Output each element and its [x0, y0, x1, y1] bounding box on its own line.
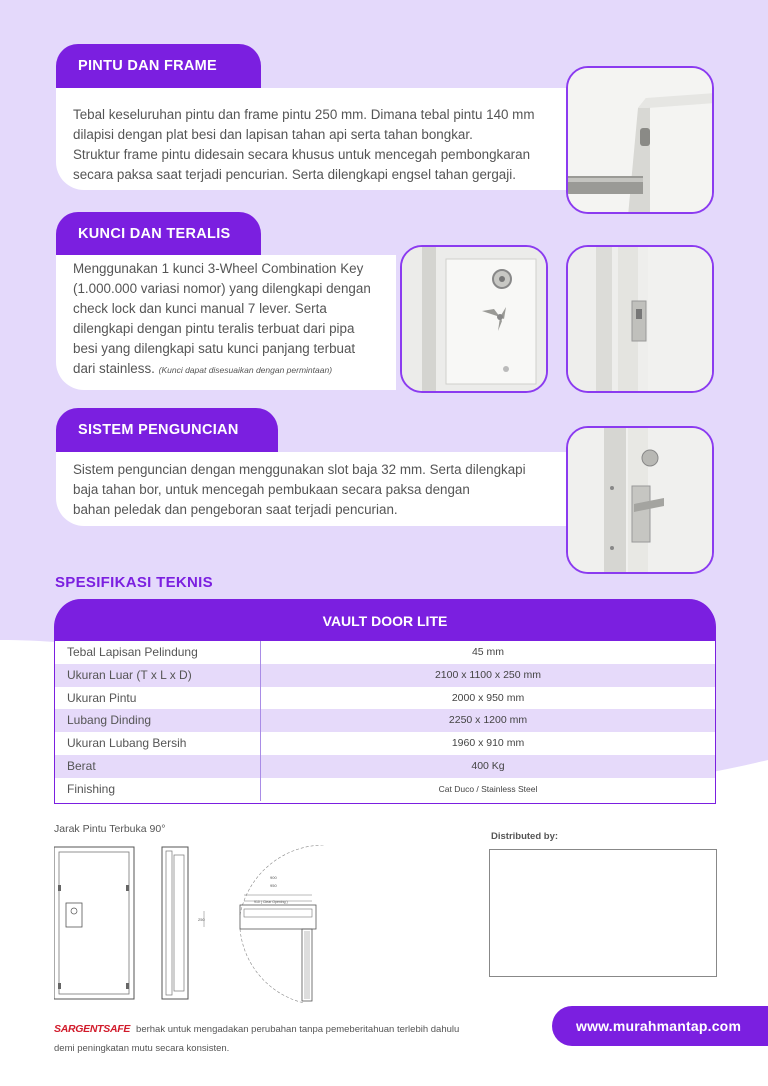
section-card-kunci-teralis: [56, 255, 396, 390]
text-line: Menggunakan 1 kunci 3-Wheel Combination Key: [73, 261, 364, 276]
text-line: secara paksa saat terjadi pencurian. Serta dilengkapi engsel tahan gergaji.: [73, 167, 516, 182]
section-card-sistem-penguncian: [56, 452, 568, 526]
spec-heading: SPESIFIKASI TEKNIS: [55, 574, 213, 591]
grille-lock-photo: [566, 245, 714, 393]
dim-label: 900: [270, 875, 277, 880]
section-title-kunci-teralis: KUNCI DAN TERALIS: [56, 212, 261, 256]
table-row: [55, 709, 715, 732]
text-line: (1.000.000 variasi nomor) yang dilengkapi dengan: [73, 281, 371, 296]
diagram-caption: Jarak Pintu Terbuka 90°: [54, 823, 166, 835]
text-line: bahan peledak dan pengeboran saat terjadi pencurian.: [73, 502, 398, 517]
section-title-pintu-frame: PINTU DAN FRAME: [56, 44, 261, 88]
table-row: [55, 755, 715, 778]
brand-logo: SARGENTSAFE: [54, 1023, 131, 1035]
spec-label: Berat: [55, 755, 261, 778]
spec-label: Ukuran Pintu: [55, 687, 261, 710]
dim-label: 950: [270, 883, 277, 888]
distributed-label: Distributed by:: [491, 831, 559, 842]
spec-table: [54, 599, 716, 804]
front-view-drawing: [54, 847, 134, 999]
text-line: baja tahan bor, untuk mencegah pembukaan secara paksa dengan: [73, 482, 470, 497]
spec-label: Ukuran Lubang Bersih: [55, 732, 261, 755]
spec-label: Lubang Dinding: [55, 709, 261, 732]
combination-lock-photo: [400, 245, 548, 393]
spec-value: 2000 x 950 mm: [451, 691, 525, 704]
text-line: besi yang dilengkapi satu kunci panjang terbuat: [73, 341, 356, 356]
text-line: Sistem penguncian dengan menggunakan slot baja 32 mm. Serta dilengkapi: [73, 462, 526, 477]
website-link[interactable]: www.murahmantap.com: [552, 1006, 768, 1046]
footer-line1: berhak untuk mengadakan perubahan tanpa pemeberitahuan terlebih dahulu: [136, 1024, 460, 1035]
spec-label: Tebal Lapisan Pelindung: [55, 641, 261, 664]
spec-value: 1960 x 910 mm: [451, 737, 525, 750]
spec-label: Finishing: [55, 778, 261, 801]
footer-disclaimer: [54, 1020, 534, 1058]
table-row: [55, 778, 715, 801]
text-line: check lock dan kunci manual 7 lever. Serta: [73, 301, 327, 316]
text-line: dari stainless.: [73, 361, 155, 376]
spec-label: Ukuran Luar (T x L x D): [55, 664, 261, 687]
text-line: Struktur frame pintu didesain secara khusus untuk mencegah pembongkaran: [73, 147, 531, 162]
spec-value: 45 mm: [471, 646, 505, 658]
section-title-sistem-penguncian: SISTEM PENGUNCIAN: [56, 408, 278, 452]
side-view-drawing: [162, 847, 188, 999]
text-line: dilapisi dengan plat besi dan lapisan tahan api serta tahan bongkar.: [73, 127, 473, 142]
spec-table-title: VAULT DOOR LITE: [55, 599, 715, 641]
text-line: Tebal keseluruhan pintu dan frame pintu 250 mm. Dimana tebal pintu 140 mm: [73, 107, 535, 122]
spec-value: 400 Kg: [471, 759, 505, 772]
table-row: [55, 687, 715, 710]
door-frame-photo: [566, 66, 714, 214]
footer-line2: demi peningkatan mutu secara konsisten.: [54, 1043, 230, 1054]
dim-label: 910 ( Clear Opening ): [254, 900, 288, 904]
note-text: (Kunci dapat disesuaikan dengan permintaan): [158, 365, 333, 375]
dim-label: 250: [198, 917, 205, 922]
spec-value: 2250 x 1200 mm: [448, 714, 528, 727]
door-drawings: [54, 845, 324, 1003]
table-row: [55, 732, 715, 755]
spec-value: Cat Duco / Stainless Steel: [438, 783, 538, 794]
top-view-drawing: [198, 845, 324, 1003]
spec-value: 2100 x 1100 x 250 mm: [434, 668, 542, 681]
table-row: [55, 664, 715, 687]
distributor-box: [489, 849, 717, 977]
text-line: dilengkapi dengan pintu teralis terbuat dari pipa: [73, 321, 355, 336]
table-row: [55, 641, 715, 664]
section-card-pintu-frame: [56, 88, 568, 190]
locking-bolt-photo: [566, 426, 714, 574]
